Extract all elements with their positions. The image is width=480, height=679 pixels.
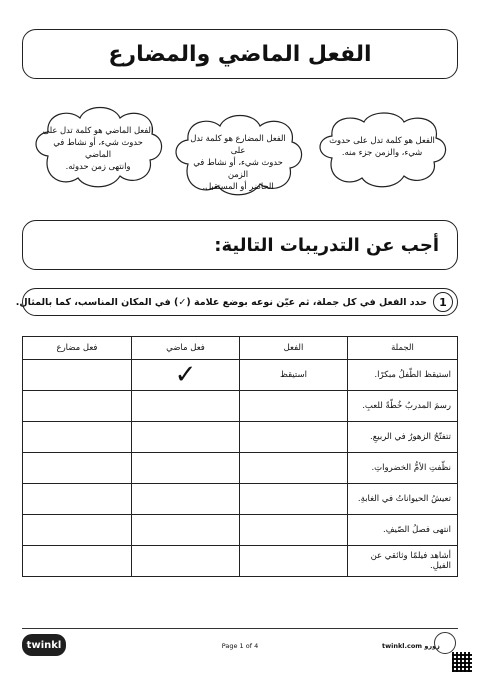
sentence-cell: رسمَ المدربُ خُطّةً للعبِ.: [348, 391, 458, 422]
cloud-verb-definition: [312, 104, 452, 192]
table-row: [23, 391, 458, 422]
verb-cell[interactable]: [240, 515, 348, 546]
present-check-cell[interactable]: [23, 391, 132, 422]
past-check-cell[interactable]: [132, 391, 240, 422]
worksheet-title-box: [22, 29, 458, 79]
instructions-box: [22, 220, 458, 270]
sentence-cell: انتهى فصلُ الصّيفِ.: [348, 515, 458, 546]
sentence-cell: تتفتّحُ الزهورُ في الربيعِ.: [348, 422, 458, 453]
present-check-cell[interactable]: [23, 422, 132, 453]
footer-divider: [22, 628, 458, 629]
verb-cell[interactable]: [240, 422, 348, 453]
table-header-row: [23, 337, 458, 360]
present-check-cell[interactable]: [23, 360, 132, 391]
verb-cell[interactable]: [240, 391, 348, 422]
sentence-cell: نظّفتِ الأمُّ الخضرواتِ.: [348, 453, 458, 484]
table-row: [23, 360, 458, 391]
cloud-line: الفعل الماضي هو كلمة تدل على: [42, 125, 154, 135]
verb-cell[interactable]: استيقظ: [240, 360, 348, 391]
past-check-cell[interactable]: ✓: [132, 360, 240, 391]
instructions-heading: أجب عن التدريبات التالية:: [214, 234, 439, 256]
verb-cell[interactable]: [240, 484, 348, 515]
present-check-cell[interactable]: [23, 453, 132, 484]
verbs-table: [22, 336, 458, 577]
cloud-line: حدوث شيء، أو نشاط في الزمن: [193, 157, 283, 179]
verb-cell[interactable]: [240, 546, 348, 577]
header-verb: الفعل: [240, 337, 348, 360]
sentence-cell: تعيشُ الحيواناتُ في الغابةِ.: [348, 484, 458, 515]
cloud-line: الحاضر أو المستقبل.: [202, 181, 274, 191]
cloud-line: حدوث شيء، أو نشاط في الماضي: [53, 137, 143, 159]
verb-cell[interactable]: [240, 453, 348, 484]
page-number: Page 1 of 4: [221, 642, 259, 650]
past-check-cell[interactable]: [132, 515, 240, 546]
cloud-present-verb: [168, 106, 308, 202]
task-text: حدد الفعل في كل جملة، ثم عيّن نوعه بوضع علامة (✓) في المكان المناسب، كما بالمثال.: [15, 296, 427, 308]
table-row: [23, 422, 458, 453]
cloud-line: الفعل هو كلمة تدل على حدوث: [329, 135, 435, 145]
sentence-cell: أشاهد فيلمًا وثائقي عن الفيلِ.: [348, 546, 458, 577]
table-row: [23, 546, 458, 577]
worksheet-title: الفعل الماضي والمضارع: [108, 41, 372, 67]
table-row: [23, 484, 458, 515]
present-check-cell[interactable]: [23, 546, 132, 577]
cloud-past-verb: [28, 98, 168, 194]
table-row: [23, 515, 458, 546]
table-row: [23, 453, 458, 484]
present-check-cell[interactable]: [23, 515, 132, 546]
task-box: [15, 288, 458, 316]
quality-badge-icon: [434, 632, 456, 654]
twinkl-logo: twinkl: [22, 634, 66, 656]
cloud-line: وانتهى زمن حدوثه.: [65, 161, 131, 171]
header-present: فعل مضارع: [23, 337, 132, 360]
past-check-cell[interactable]: [132, 453, 240, 484]
present-check-cell[interactable]: [23, 484, 132, 515]
qr-code-icon: [452, 652, 472, 672]
past-check-cell[interactable]: [132, 546, 240, 577]
sentence-cell: استيقظ الطّفلُ مبكرًا.: [348, 360, 458, 391]
past-check-cell[interactable]: [132, 484, 240, 515]
site-link[interactable]: twinkl.com زورو: [382, 642, 440, 650]
cloud-line: الفعل المضارع هو كلمة تدل على: [190, 133, 286, 155]
header-past: فعل ماضي: [132, 337, 240, 360]
task-number: 1: [433, 292, 453, 312]
cloud-line: شيء، والزمن جزء منه.: [341, 147, 423, 157]
header-sentence: الجملة: [348, 337, 458, 360]
past-check-cell[interactable]: [132, 422, 240, 453]
